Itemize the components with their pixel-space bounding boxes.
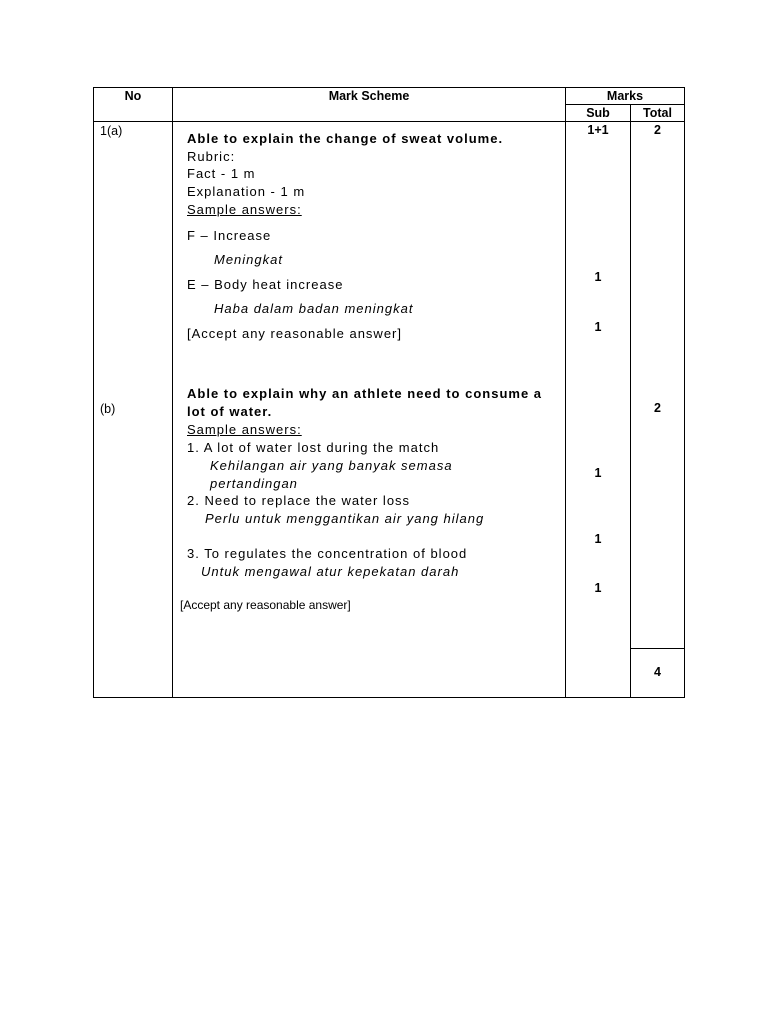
- table-left-border: [93, 87, 94, 698]
- no-column-divider: [172, 87, 173, 698]
- header-no: No: [124, 89, 142, 103]
- q1a-sub-mark-fact: 1: [594, 270, 602, 284]
- table-top-border: [93, 87, 685, 88]
- table-right-border: [684, 87, 685, 698]
- q1b-answer-1-malay-line-2: pertandingan: [210, 476, 298, 491]
- q1a-heading: Able to explain the change of sweat volume.: [187, 131, 504, 146]
- q1b-total-marks: 2: [654, 401, 661, 415]
- q1a-sub-marks: 1+1: [587, 123, 609, 137]
- q1b-sample-label: Sample answers:: [187, 422, 302, 437]
- header-bottom-border: [93, 121, 685, 122]
- q1a-accept-note: [Accept any reasonable answer]: [187, 326, 402, 341]
- q1b-answer-1: 1. A lot of water lost during the match: [187, 440, 440, 455]
- q1a-explanation-answer: E – Body heat increase: [187, 277, 344, 292]
- question-number-1b: (b): [100, 402, 116, 416]
- q1b-answer-2: 2. Need to replace the water loss: [187, 493, 411, 508]
- q1a-fact: Fact - 1 m: [187, 166, 256, 181]
- q1b-sub-mark-2: 1: [594, 532, 602, 546]
- q1a-total-marks: 2: [654, 123, 661, 137]
- header-total: Total: [643, 106, 672, 120]
- header-marks: Marks: [606, 89, 644, 103]
- q1b-heading-line-1: Able to explain why an athlete need to consume a: [187, 386, 543, 401]
- q1b-answer-3: 3. To regulates the concentration of blood: [187, 546, 468, 561]
- scheme-column-divider: [565, 87, 566, 698]
- grand-total-line: [630, 648, 685, 649]
- q1b-sub-mark-3: 1: [594, 581, 602, 595]
- q1b-answer-3-malay: Untuk mengawal atur kepekatan darah: [201, 564, 460, 579]
- header-mark-scheme: Mark Scheme: [328, 89, 410, 103]
- q1a-sample-label: Sample answers:: [187, 202, 302, 217]
- q1b-answer-1-malay-line-1: Kehilangan air yang banyak semasa: [210, 458, 453, 473]
- q1a-explanation: Explanation - 1 m: [187, 184, 306, 199]
- header-sub: Sub: [586, 106, 610, 120]
- q1b-sub-mark-1: 1: [594, 466, 602, 480]
- q1a-rubric: Rubric:: [187, 149, 236, 164]
- question-number-1a: 1(a): [100, 124, 123, 138]
- table-bottom-border: [93, 697, 685, 698]
- q1b-heading-line-2: lot of water.: [187, 404, 273, 419]
- q1b-answer-2-malay: Perlu untuk menggantikan air yang hilang: [205, 511, 485, 526]
- grand-total-marks: 4: [654, 665, 661, 679]
- q1a-sub-mark-explanation: 1: [594, 320, 602, 334]
- q1a-fact-answer: F – Increase: [187, 228, 272, 243]
- marks-subheader-line: [565, 104, 685, 105]
- q1a-explanation-malay: Haba dalam badan meningkat: [214, 301, 414, 316]
- q1a-fact-malay: Meningkat: [214, 252, 283, 267]
- q1b-accept-note: [Accept any reasonable answer]: [180, 598, 351, 612]
